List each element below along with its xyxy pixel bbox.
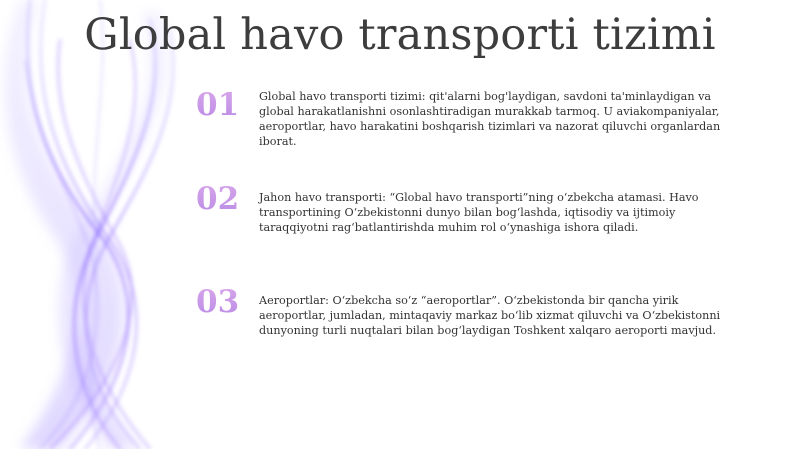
page-title: Global havo transporti tizimi	[84, 10, 716, 60]
item-text: Jahon havo transporti: “Global havo transporti”ning oʻzbekcha atamasi. Havo transportining Oʻzbekistonni dunyo bilan bogʻlashda, iqtisodiy va ijtimoiy taraqqiyotni ragʻbatlantirishda muhim rol oʻynashiga ishora qiladi.	[259, 191, 699, 234]
decorative-purple-wave	[0, 0, 210, 449]
item-number: 02	[196, 181, 248, 217]
item-number: 01	[196, 87, 248, 123]
item-text: Aeroportlar: Oʻzbekcha soʻz “aeroportlar”. Oʻzbekistonda bir qancha yirik aeroportlar, jumladan, mintaqaviy markaz boʻlib xizmat qiluvchi va Oʻzbekistonni dunyoning turli nuqtalari bilan bogʻlaydigan Toshkent xalqaro aeroporti mavjud.	[259, 294, 721, 337]
item-text: Global havo transporti tizimi: qit'alarni bog'laydigan, savdoni ta'minlaydigan va global harakatlanishni osonlashtiradigan murakkab tarmoq. U aviakompaniyalar, aeroportlar, havo harakatini boshqarish tizimlari va nazorat qiluvchi organlardan iborat.	[259, 90, 721, 148]
item-number: 03	[196, 284, 248, 320]
